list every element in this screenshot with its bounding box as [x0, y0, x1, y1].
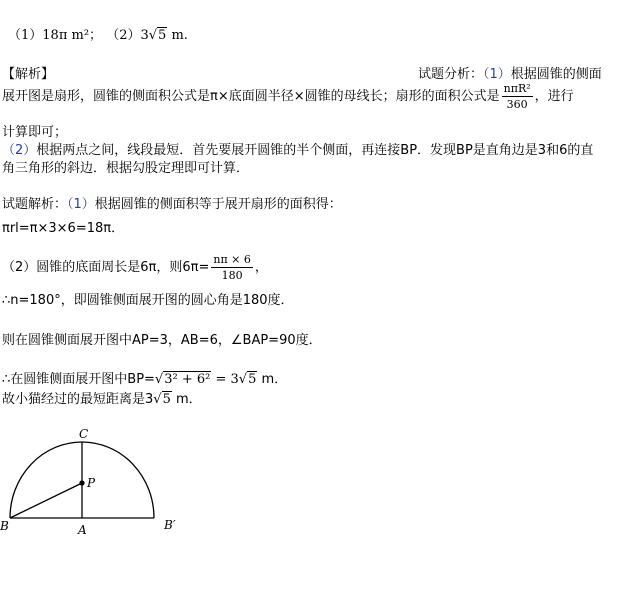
answer-part1-value: 18π m²； — [42, 28, 103, 43]
solution-formula: πrl=π×3×6=18π． — [2, 221, 125, 236]
answer-part2-label: （2） — [106, 28, 141, 43]
sqrt-five: √5 — [238, 372, 257, 387]
solution-fraction — [211, 253, 253, 282]
analysis-p1-c: ，进行 — [534, 89, 574, 104]
solution-s5 — [2, 368, 287, 387]
solution-s1-num: （1） — [67, 197, 95, 212]
solution-s5-a: ∴在圆锥侧面展开图中BP= — [2, 372, 155, 387]
solution-s6 — [2, 388, 202, 407]
analysis-p2-a: 根据两点之间，线段最短．首先要展开圆锥的半个侧面，再连接BP．发现BP是直角边是3和6的直 — [36, 143, 594, 158]
analysis-p1-num: （1） — [483, 67, 511, 82]
analysis-p2-num: （2） — [2, 143, 37, 158]
solution-s5-b: = 3 — [215, 372, 239, 387]
segment-BP — [10, 483, 82, 518]
solution-s5-c: m． — [261, 372, 288, 387]
analysis-p1-a: 根据圆锥的侧面 — [510, 67, 602, 82]
solution-s2 — [2, 253, 268, 282]
answer-part2-value: 3√5 — [140, 28, 167, 43]
solution-s6-b: m． — [176, 392, 202, 407]
analysis-p2-b: 角三角形的斜边．根据勾股定理即可计算． — [2, 161, 250, 176]
analysis-p1-b: 展开图是扇形，圆锥的侧面积公式是π×底面圆半径×圆锥的母线长；扇形的面积公式是 — [2, 89, 500, 104]
analysis-p1-line2 — [2, 82, 574, 111]
semicircle-figure — [0, 425, 200, 545]
label-P: P — [87, 476, 96, 490]
solution-s6-a: 故小猫经过的最短距离是3 — [2, 392, 154, 407]
solution-fraction-numerator: nπ × 6 — [213, 253, 251, 266]
answer-part2-unit: m. — [171, 28, 188, 43]
answer-line — [8, 24, 188, 43]
section-label: 【解析】 — [2, 67, 55, 82]
analysis-p1-d: 计算即可； — [2, 125, 68, 140]
label-A: A — [78, 523, 87, 537]
sqrt-expression: √3² + 6² — [154, 372, 211, 387]
fraction-denominator: 360 — [506, 98, 528, 111]
fraction-numerator: nπR² — [503, 82, 531, 95]
label-C: C — [79, 427, 89, 441]
solution-s4: 则在圆锥侧面展开图中AP=3，AB=6，∠BAP=90度． — [2, 333, 322, 348]
analysis-p2-line1 — [2, 139, 593, 158]
point-P — [79, 480, 84, 485]
solution-line1 — [2, 193, 342, 212]
analysis-header — [418, 63, 602, 82]
solution-s3: ∴n=180°，即圆锥侧面展开图的圆心角是180度． — [2, 293, 294, 308]
sqrt-five-final: √5 — [153, 392, 171, 407]
answer-part1-label: （1） — [8, 28, 43, 43]
label-B: B — [0, 519, 9, 533]
analysis-title: 试题分析： — [418, 67, 484, 82]
analysis-fraction — [502, 82, 533, 111]
solution-s2-b: ， — [254, 260, 268, 275]
solution-s2-a: （2）圆锥的底面周长是6π，则6π= — [2, 260, 210, 275]
solution-s1-text: 根据圆锥的侧面积等于展开扇形的面积得： — [94, 197, 342, 212]
solution-title: 试题解析： — [2, 197, 68, 212]
label-B-prime: B′ — [164, 518, 176, 532]
solution-fraction-denominator: 180 — [221, 269, 243, 282]
